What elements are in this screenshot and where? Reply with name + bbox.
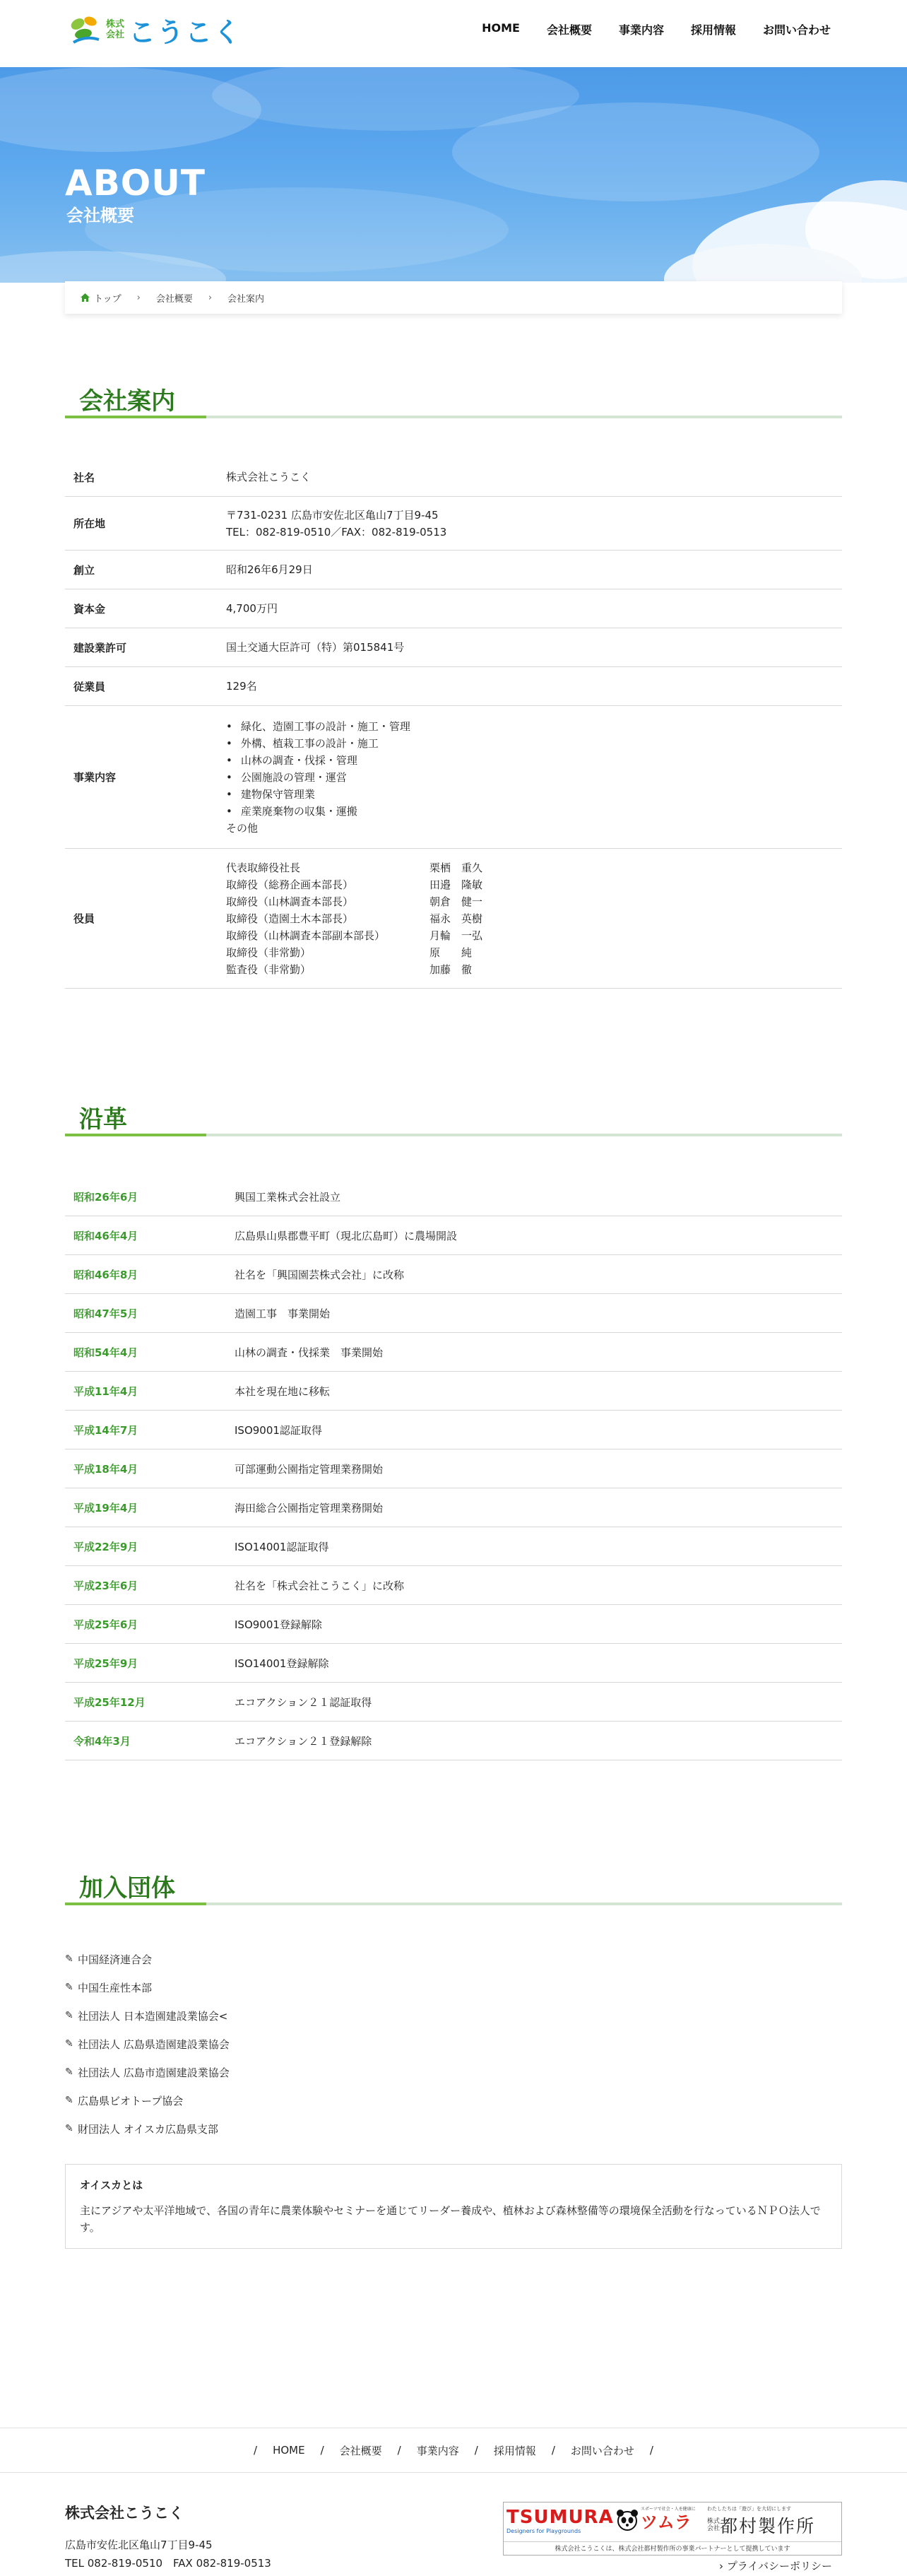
breadcrumb — [65, 281, 842, 314]
footer-nav-recruit[interactable]: 採用情報 — [493, 2444, 536, 2457]
table-row: 平成23年6月 社名を「株式会社こうこく」に改称 — [65, 1566, 842, 1605]
tsumura-kana-logo: スポーツで社会・人を健康に ツムラ — [641, 2507, 696, 2532]
pencil-icon: ✎ — [65, 1982, 73, 1993]
list-item: ✎ 社団法人 広島県造園建設業協会 — [65, 2037, 230, 2051]
logo-text: こうこく — [129, 16, 242, 48]
member-list — [65, 1945, 842, 2143]
officer-line: 取締役（非常勤） 原 純 — [226, 946, 473, 959]
info-row-officers: 役員 代表取締役社長 栗栖 重久 取締役（総務企画本部長） 田邉 隆敏 取締役（山林調査本部長） 朝倉 健一 取締役（造園土木本部長） 福永 英樹 取締役（山林調査本部副本部長） 月輪 一弘 取締役（非常勤） 原 純 監査役（非常勤） 加藤 徹 — [65, 849, 842, 989]
section-heading-history — [65, 1094, 842, 1136]
nav-about[interactable]: 会社概要 — [546, 23, 592, 37]
table-row: 平成25年6月 ISO9001登録解除 — [65, 1605, 842, 1644]
list-item: • 外構、植栽工事の設計・施工 — [226, 735, 842, 752]
list-item: • 公園施設の管理・運営 — [226, 769, 842, 786]
pencil-icon: ✎ — [65, 1953, 73, 1965]
officer-line: 監査役（非常勤） 加藤 徹 — [226, 963, 473, 976]
info-row-license: 建設業許可 国土交通大臣許可（特）第015841号 — [65, 628, 842, 667]
history-table — [65, 1177, 842, 1760]
table-row: 平成19年4月 海田総合公園指定管理業務開始 — [65, 1488, 842, 1527]
oisca-info-box — [65, 2164, 842, 2249]
officer-line: 取締役（山林調査本部長） 朝倉 健一 — [226, 895, 483, 908]
table-row: 昭和47年5月 造園工事 事業開始 — [65, 1294, 842, 1333]
tsumura-company-logo: わたしたちは「遊び」を大切にします 株式会社 都村製作所 — [707, 2506, 816, 2536]
table-row: 平成14年7月 ISO9001認証取得 — [65, 1411, 842, 1449]
page-subtitle: 会社概要 — [66, 206, 134, 225]
section-title: 沿革 — [79, 1105, 127, 1134]
heading-accent-bar — [65, 416, 206, 418]
nav-contact[interactable]: お問い合わせ — [762, 23, 831, 37]
officer-line: 代表取締役社長 栗栖 重久 — [226, 861, 483, 874]
officer-line: 取締役（山林調査本部副本部長） 月輪 一弘 — [226, 929, 483, 942]
section-title: 会社案内 — [79, 387, 175, 416]
breadcrumb-top[interactable]: トップ — [94, 293, 121, 305]
list-item: ✎ 中国経済連合会 — [65, 1953, 153, 1966]
heading-accent-bar — [65, 1902, 206, 1905]
main-nav — [482, 21, 831, 37]
home-icon — [81, 293, 90, 302]
footer-phone: TEL 082-819-0510 FAX 082-819-0513 — [65, 2557, 271, 2570]
oisca-title: オイスカとは — [80, 2179, 143, 2192]
panda-icon — [615, 2508, 639, 2532]
list-item: ✎ 社団法人 日本造園建設業協会< — [65, 2009, 228, 2023]
section-title: 加入団体 — [79, 1874, 175, 1902]
list-item: • 緑化、造園工事の設計・施工・管理 — [226, 718, 842, 735]
footer-nav-contact[interactable]: お問い合わせ — [570, 2444, 634, 2457]
company-info-table — [65, 458, 842, 989]
breadcrumb-about[interactable]: 会社概要 — [155, 293, 193, 305]
table-row: 令和4年3月 エコアクション２１登録解除 — [65, 1722, 842, 1760]
table-row: 昭和46年4月 広島県山県郡豊平町（現北広島町）に農場開設 — [65, 1216, 842, 1255]
info-row-employees: 従業員 129名 — [65, 667, 842, 706]
chevron-right-icon: › — [208, 292, 213, 303]
list-item: ✎ 財団法人 オイスカ広島県支部 — [65, 2122, 218, 2136]
chevron-right-icon: › — [136, 292, 141, 303]
footer-address: 広島市安佐北区亀山7丁目9-45 — [65, 2539, 213, 2551]
info-row-capital: 資本金 4,700万円 — [65, 589, 842, 628]
officer-line: 取締役（総務企画本部長） 田邉 隆敏 — [226, 878, 483, 891]
info-row-business: 事業内容 • 緑化、造園工事の設計・施工・管理 • 外構、植栽工事の設計・施工 • 山林の調査・伐採・管理 • 公園施設の管理・運営 • 建物保守管理業 • 産業廃棄物の収集・運搬 その他 — [65, 706, 842, 849]
list-item: ✎ 広島県ビオトープ協会 — [65, 2094, 184, 2107]
partner-banner[interactable] — [503, 2502, 842, 2556]
tsumura-logo: TSUMURA Designers for Playgrounds — [506, 2507, 614, 2534]
table-row: 昭和46年8月 社名を「興国園芸株式会社」に改称 — [65, 1255, 842, 1294]
table-row: 平成22年9月 ISO14001認証取得 — [65, 1527, 842, 1566]
table-row: 平成18年4月 可部運動公園指定管理業務開始 — [65, 1449, 842, 1488]
section-heading-members — [65, 1863, 842, 1905]
section-heading-company — [65, 376, 842, 418]
leaf-logo-icon — [68, 14, 103, 45]
footer-nav-about[interactable]: 会社概要 — [339, 2444, 382, 2457]
site-header — [0, 0, 907, 67]
pencil-icon: ✎ — [65, 2038, 73, 2049]
info-row-founded: 創立 昭和26年6月29日 — [65, 551, 842, 589]
list-item: ✎ 中国生産性本部 — [65, 1981, 153, 1994]
page-title: ABOUT — [65, 163, 206, 204]
hero-banner — [0, 67, 907, 283]
table-row: 平成25年12月 エコアクション２１認証取得 — [65, 1683, 842, 1722]
info-row-address: 所在地 〒731-0231 広島市安佐北区亀山7丁目9-45 TEL：082-819-0510／FAX：082-819-0513 — [65, 497, 842, 551]
privacy-policy-link[interactable]: › プライバシーポリシー — [719, 2560, 833, 2572]
chevron-right-icon: › — [719, 2560, 723, 2572]
breadcrumb-current: 会社案内 — [227, 293, 265, 305]
footer-nav-business[interactable]: 事業内容 — [416, 2444, 459, 2457]
heading-accent-bar — [65, 1134, 206, 1136]
pencil-icon: ✎ — [65, 2095, 73, 2106]
info-row-name: 社名 株式会社こうこく — [65, 458, 842, 497]
pencil-icon: ✎ — [65, 2123, 73, 2134]
list-item: • 産業廃棄物の収集・運搬 — [226, 803, 842, 820]
table-row: 昭和54年4月 山林の調査・伐採業 事業開始 — [65, 1333, 842, 1372]
list-item: • 山林の調査・伐採・管理 — [226, 752, 842, 769]
table-row: 平成25年9月 ISO14001登録解除 — [65, 1644, 842, 1683]
officer-line: 取締役（造園土木本部長） 福永 英樹 — [226, 912, 483, 925]
footer-nav: / HOME / 会社概要 / 事業内容 / 採用情報 / お問い合わせ / — [0, 2428, 907, 2473]
nav-recruit[interactable]: 採用情報 — [690, 23, 736, 37]
business-list — [226, 718, 842, 820]
pencil-icon: ✎ — [65, 2066, 73, 2078]
table-row: 昭和26年6月 興国工業株式会社設立 — [65, 1177, 842, 1216]
table-row: 平成11年4月 本社を現在地に移転 — [65, 1372, 842, 1411]
oisca-description: 主にアジアや太平洋地域で、各国の青年に農業体験やセミナーを通じてリーダー養成や、植林および森林整備等の環境保全活動を行なっているＮＰＯ法人です。 — [80, 2204, 821, 2234]
nav-business[interactable]: 事業内容 — [618, 23, 664, 37]
footer-nav-home[interactable]: HOME — [273, 2444, 305, 2457]
nav-home[interactable]: HOME — [482, 21, 520, 35]
logo-company-type: 株式 会社 — [106, 19, 125, 40]
footer-company-name: 株式会社こうこく — [65, 2505, 184, 2522]
footer-company-info — [65, 2502, 271, 2572]
list-item: • 建物保守管理業 — [226, 786, 842, 803]
list-item: ✎ 社団法人 広島市造園建設業協会 — [65, 2066, 230, 2079]
site-logo[interactable] — [68, 13, 242, 47]
banner-note: 株式会社こうこくは、株式会社都村製作所の事業パートナーとして提携しています — [504, 2541, 841, 2553]
pencil-icon: ✎ — [65, 2010, 73, 2021]
